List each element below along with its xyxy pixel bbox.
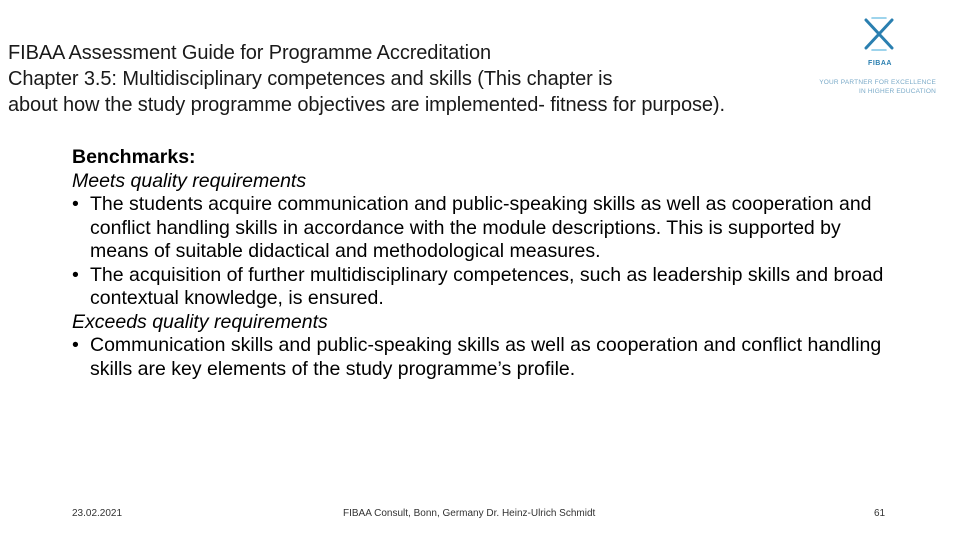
fibaa-logo-icon bbox=[862, 14, 896, 56]
bullet-icon: • bbox=[72, 263, 79, 286]
logo-tagline-1: YOUR PARTNER FOR EXCELLENCE bbox=[819, 79, 936, 86]
logo-brand: FIBAA bbox=[868, 60, 892, 67]
logo-tagline-2: IN HIGHER EDUCATION bbox=[859, 88, 936, 95]
list-item bbox=[72, 193, 902, 264]
benchmarks-content bbox=[72, 146, 902, 381]
title-line-3: about how the study programme objectives are implemented- fitness for purpose). bbox=[8, 94, 725, 116]
benchmarks-heading: Benchmarks: bbox=[72, 146, 196, 168]
title-line-2: Chapter 3.5: Multidisciplinary competences and skills (This chapter is bbox=[8, 68, 613, 90]
slide-title bbox=[8, 40, 848, 118]
list-item-text: The students acquire communication and public-speaking skills as well as cooperation and conflict handling skills in accordance with the module descriptions. This is supported by means of suitable didactical and methodological measures. bbox=[90, 193, 872, 262]
footer-page-number: 61 bbox=[874, 508, 886, 519]
title-line-1: FIBAA Assessment Guide for Programme Accreditation bbox=[8, 42, 491, 64]
fibaa-logo bbox=[812, 14, 942, 104]
list-item-text: The acquisition of further multidisciplinary competences, such as leadership skills and broad contextual knowledge, is ensured. bbox=[90, 263, 884, 309]
list-item bbox=[72, 334, 902, 381]
bullet-icon: • bbox=[72, 334, 79, 356]
exceeds-requirements-label: Exceeds quality requirements bbox=[72, 310, 328, 333]
footer-date: 23.02.2021 bbox=[72, 508, 123, 519]
bullet-icon: • bbox=[72, 193, 79, 215]
list-item bbox=[72, 264, 902, 311]
footer-author: FIBAA Consult, Bonn, Germany Dr. Heinz-Ulrich Schmidt bbox=[343, 508, 596, 519]
logo-tagline bbox=[812, 78, 936, 96]
list-item-text: Communication skills and public-speaking skills as well as cooperation and conflict handling skills are key elements of the study programme’s profile. bbox=[90, 334, 882, 380]
meets-requirements-label: Meets quality requirements bbox=[72, 169, 307, 192]
